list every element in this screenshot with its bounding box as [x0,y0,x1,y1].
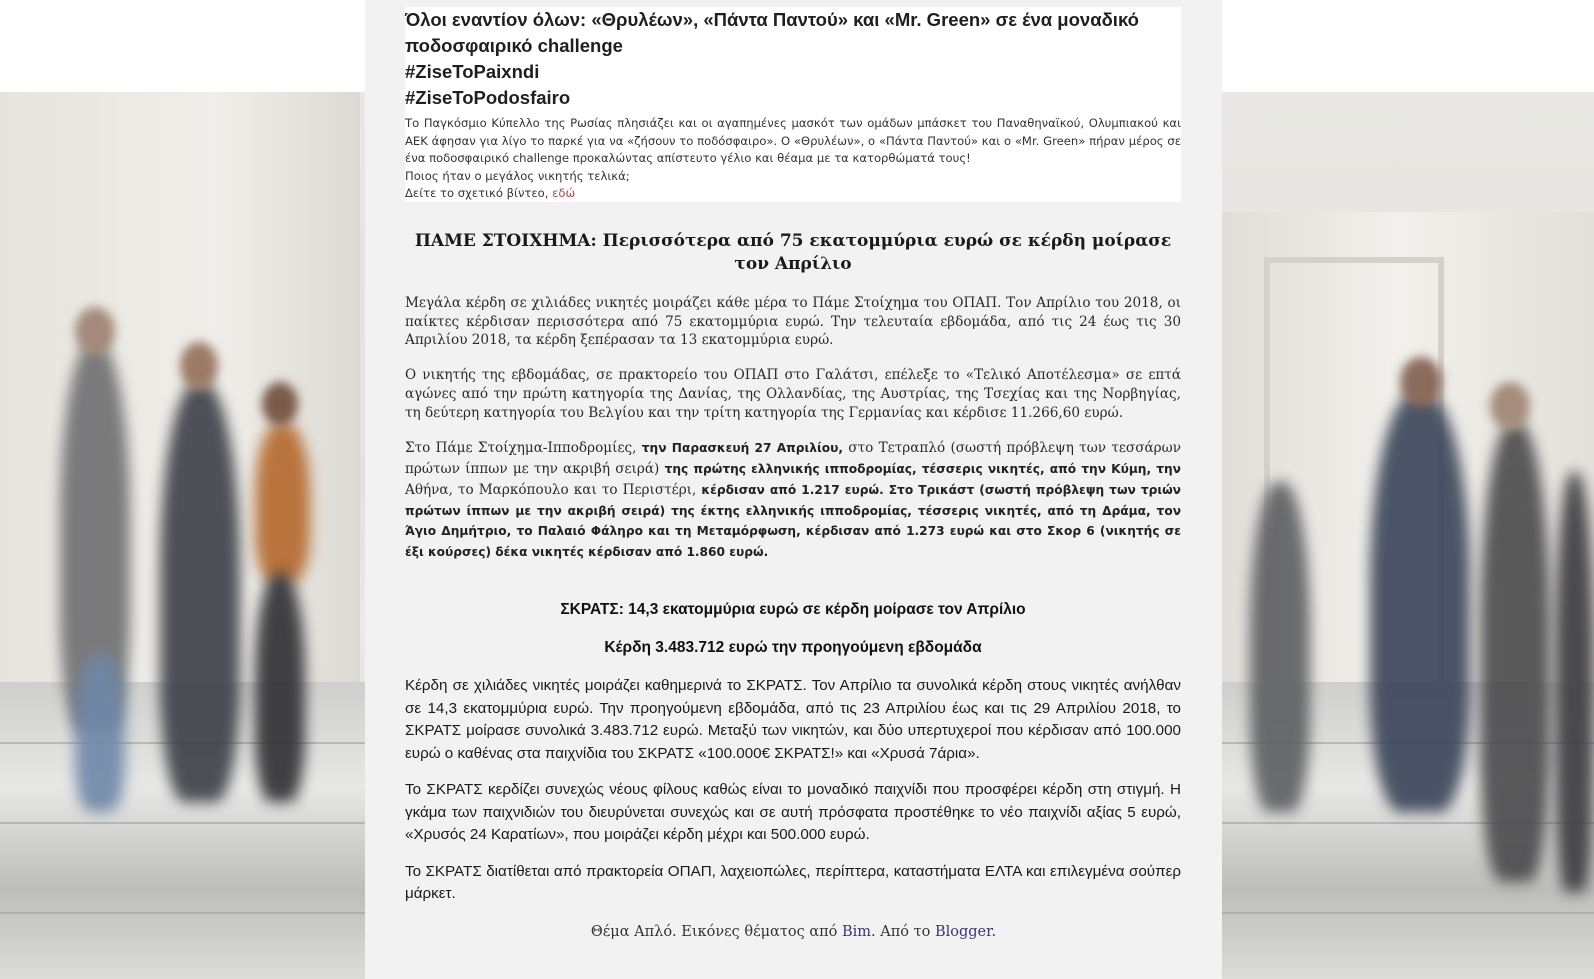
blurred-person-head [262,382,298,426]
blurred-person [1370,392,1470,812]
post-paragraph: Το Παγκόσμιο Κύπελλο της Ρωσίας πλησιάζει και οι αγαπημένες μασκότ των ομάδων μπάσκετ του Παναθηναϊκού, Ολυμπιακού και ΑΕΚ άφησαν για λίγο το παρκέ για να «ζήσουν το ποδόσφαιρο». Ο «Θρυλέων», ο «Πάντα Παντού» και ο «Mr. Green» πήραν μέρος σε ένα ποδοσφαιρικό challenge προκαλώντας απίστευτο γέλιο και θέαμα με τα κατορθώματά τους! [405,116,1181,165]
blurred-person [1555,472,1594,892]
pame-article-title: ΠΑΜΕ ΣΤΟΙΧΗΜΑ: Περισσότερα από 75 εκατομμύρια ευρώ σε κέρδη μοίρασε τον Απρίλιο [414,231,1172,274]
skrats-title: ΣΚΡΑΤΣ: 14,3 εκατομμύρια ευρώ σε κέρδη μοίρασε τον Απρίλιο [560,601,1026,618]
para3-part-b: την Παρασκευή 27 Απριλίου, [641,441,843,456]
footer-prefix: Θέμα Απλό. Εικόνες θέματος από [590,924,842,940]
pame-paragraph-1: Μεγάλα κέρδη σε χιλιάδες νικητές μοιράζει κάθε μέρα το Πάμε Στοίχημα του ΟΠΑΠ. Τον Απρίλιο του 2018, οι παίκτες κέρδισαν περισσότερα από 75 εκατομμύρια ευρώ. Την τελευταία εβδομάδα, από τις 24 έως τις 30 Απριλίου 2018, τα κέρδη ξεπέρασαν τα 13 εκατομμύρια ευρώ. [405,295,1181,349]
blurred-person-jeans [75,652,125,812]
para3-part-c: στο Τετραπλό (σωστή πρόβλεψη των τεσσάρων πρώτων ίππων με την ακριβή σειρά) [405,440,1182,478]
post-title: Όλοι εναντίον όλων: «Θρυλέων», «Πάντα Παντού» και «Mr. Green» σε ένα μοναδικό ποδοσφαιρικό challenge [405,9,1139,56]
footer-attribution [365,922,1222,942]
video-prefix: Δείτε το σχετικό βίντεο, [405,186,553,200]
footer-link-bim[interactable]: Bim [842,924,872,940]
footer-suffix: . [991,924,997,940]
main-content-column [365,0,1222,979]
skrats-paragraph-3: Το ΣΚΡΑΤΣ διατίθεται από πρακτορεία ΟΠΑΠ, λαχειοπώλες, περίπτερα, καταστήματα ΕΛΤΑ και επιλεγμένα σούπερ μάρκετ. [405,862,1181,902]
top-post [405,7,1181,202]
blurred-person-legs [255,572,305,802]
footer-middle: . Από το [871,924,935,940]
blurred-person [1250,482,1310,812]
hashtag: #ZiseToPodosfairo [405,87,571,108]
blurred-person [160,382,240,802]
post-question: Ποιος ήταν ο μεγάλος νικητής τελικά; [405,168,630,183]
article-body [405,230,1181,906]
footer-link-blogger[interactable]: Blogger [934,924,992,940]
para3-part-e: Αθήνα, το Μαρκόπουλο και το Περιστέρι, [405,481,702,498]
post-video-line [405,185,1181,203]
para3-part-a: Στο Πάμε Στοίχημα-Ιπποδρομίες, [405,440,642,457]
pame-paragraph-2: Ο νικητής της εβδομάδας, σε πρακτορείο του ΟΠΑΠ στο Γαλάτσι, επέλεξε το «Τελικό Αποτέλεσμα» σε επτά αγώνες από την πρώτη κατηγορία της Δανίας, της Ολλανδίας, της Αυστρίας, της Τσεχίας και της Νορβηγίας, τη δεύτερη κατηγορία του Βελγίου και την τρίτη κατηγορία της Γερμανίας και κέρδισε 11.266,60 ευρώ. [405,367,1181,421]
blurred-person-head [180,342,218,390]
video-link[interactable]: εδώ [552,186,576,200]
hashtag: #ZiseToPaixndi [405,61,540,82]
skrats-paragraph-2: Το ΣΚΡΑΤΣ κερδίζει συνεχώς νέους φίλους καθώς είναι το μοναδικό παιχνίδι που προσφέρει κέρδη στη στιγμή. Η γκάμα των παιχνιδιών του διευρύνεται συνεχώς και σε αυτή πρόσφατα προστέθηκε το νέο παιχνίδι αξίας 5 ευρώ, «Χρυσός 24 Καρατίων», που μοιράζει κέρδη μέχρι και 500.000 ευρώ. [405,781,1181,843]
blurred-person-head [1400,357,1442,407]
para3-part-f: κέρδισαν από 1.217 ευρώ. Στο Τρικάστ (σωστή πρόβλεψη των τριών πρώτων ίππων με την ακριβή σειρά) της έκτης ελληνικής ιπποδρομίας, τέσσερις νικητές, από τη Δράμα, τον Άγιο Δημήτριο, το Παλαιό Φάληρο και τη Μεταμόρφωση, κέρδισαν από 1.273 ευρώ και στο Σκορ 6 (νικητής σε έξι κούρσες) δέκα νικητές κέρδισαν από 1.860 ευρώ. [405,482,1181,560]
skrats-paragraph-1: Κέρδη σε χιλιάδες νικητές μοιράζει καθημερινά το ΣΚΡΑΤΣ. Τον Απρίλιο τα συνολικά κέρδη στους νικητές ανήλθαν σε 14,3 εκατομμύρια ευρώ. Την προηγούμενη εβδομάδα, από τις 23 Απριλίου έως και τις 29 Απριλίου 2018, το ΣΚΡΑΤΣ μοίρασε συνολικά 3.483.712 ευρώ. Μεταξύ των νικητών, και δύο υπερτυχεροί που κέρδισαν από 100.000 ευρώ ο καθένας στα παιχνίδια του ΣΚΡΑΤΣ «100.000€ ΣΚΡΑΤΣ!» και «Χρυσά 7άρια». [405,677,1181,762]
blurred-person-head [75,307,115,355]
para3-part-d: της πρώτης ελληνικής ιπποδρομίας, τέσσερις νικητές, από την Κύμη, την [664,462,1181,477]
pame-paragraph-3 [405,438,1181,563]
blurred-person [1480,422,1550,882]
skrats-subtitle: Κέρδη 3.483.712 ευρώ την προηγούμενη εβδομάδα [604,639,982,656]
blurred-person-head [1490,382,1530,430]
blurred-person-jacket [255,422,310,582]
